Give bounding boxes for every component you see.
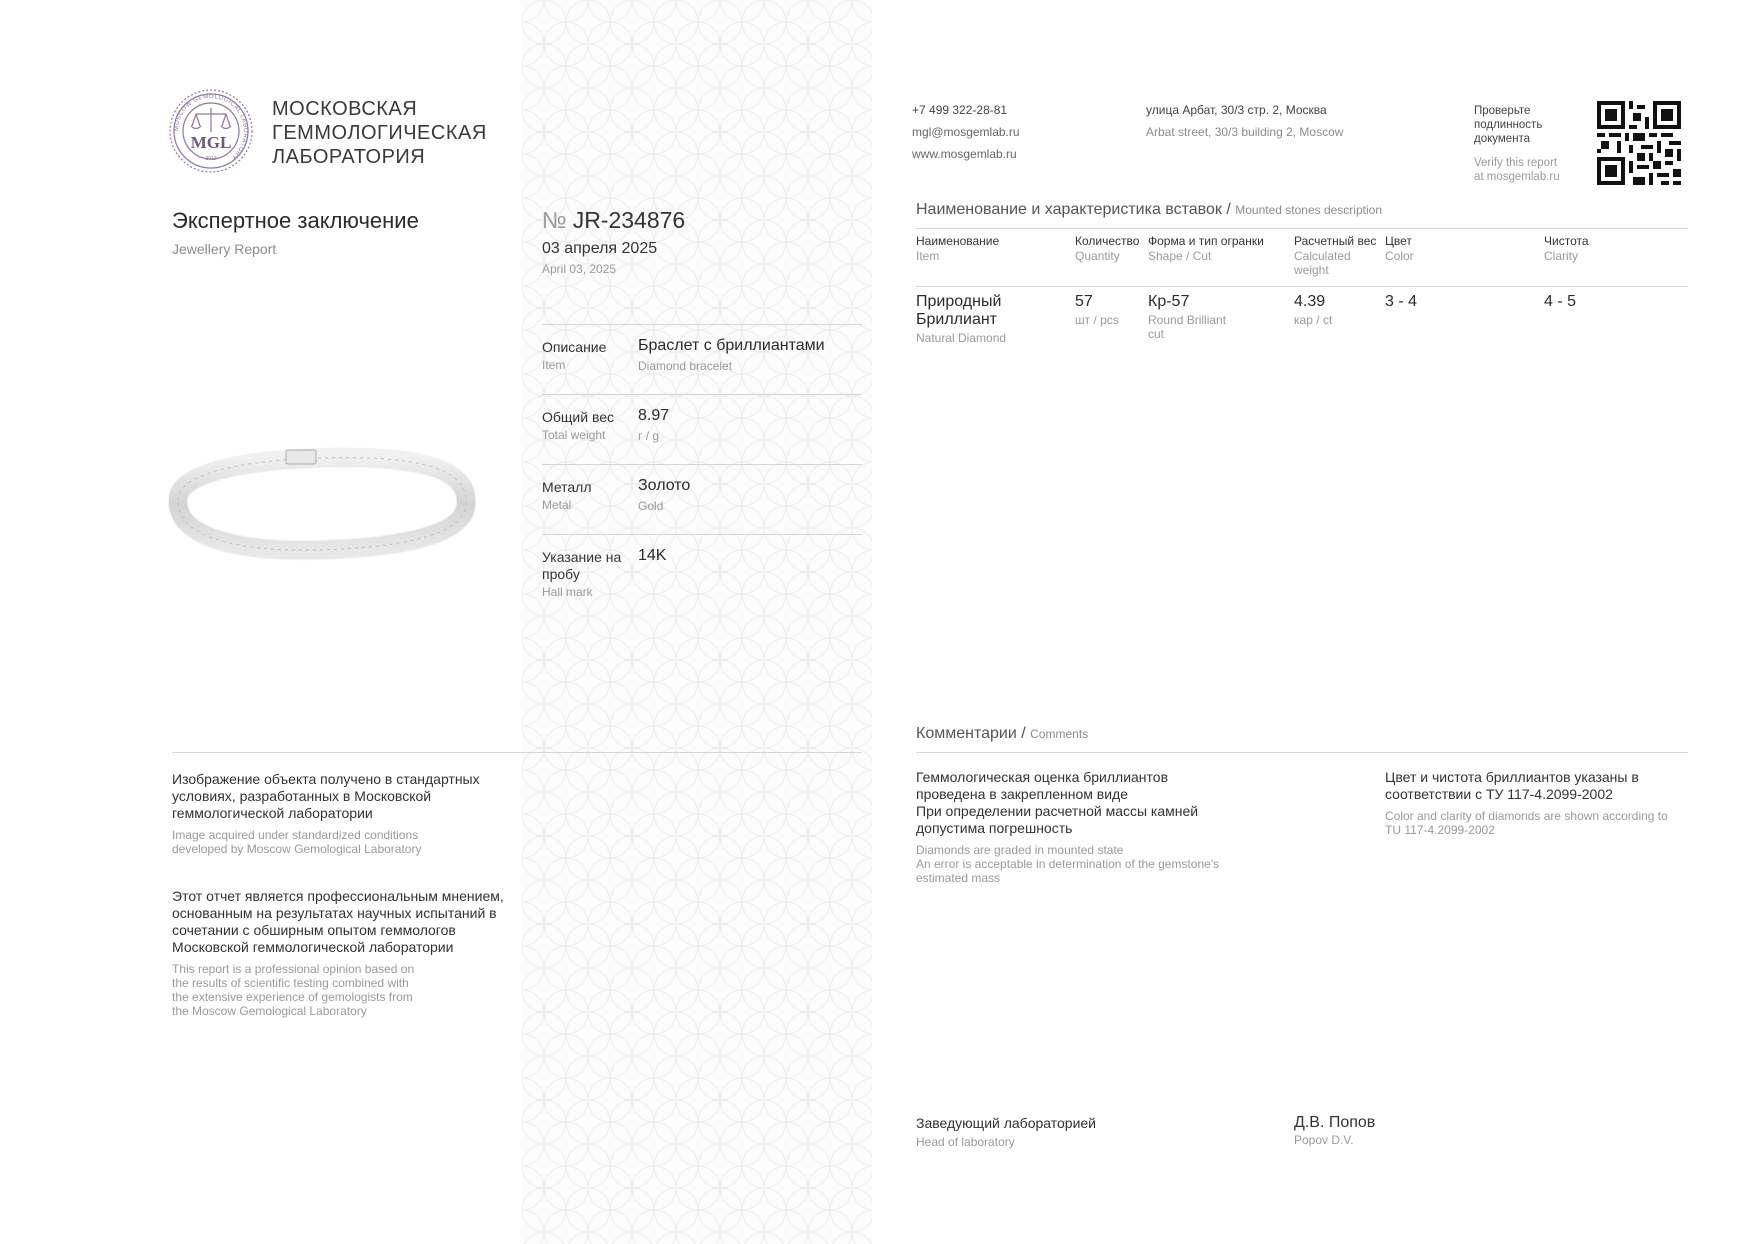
col-header-weight: Расчетный вес Calculated weight [1294,234,1377,277]
detail-row: Указание на пробу Hall mark [542,549,622,599]
divider [172,752,862,753]
col-header-clarity: Чистота Clarity [1544,234,1589,263]
disclaimer: Этот отчет является профессиональным мнением, основанным на результатах научных испытаний в сочетании с обширным опытом геммологов Московской геммологической лаборатории This report is a professional opinion based on the results of scientific testing combined with the extensive experience of gemologists from the Moscow Gemological Laboratory [172,888,504,1018]
report-number: № JR-234876 [542,207,686,233]
image-note: Изображение объекта получено в стандартных условиях, разработанных в Московской геммологической лаборатории Image acquired under standardized conditions developed by Moscow Gemological Laboratory [172,771,480,856]
comments-left: Геммологическая оценка бриллиантов проведена в закрепленном виде При определении расчетной массы камней допустима погрешность Diamonds are graded in mounted state An error is acceptable in determination of the gemstone's estimated mass [916,769,1220,885]
mgl-seal-logo [168,88,254,174]
bracelet-photo [168,440,476,572]
divider [542,394,862,395]
divider [542,534,862,535]
divider [916,228,1688,229]
stone-shape: Кр-57 Round Brilliant cut [1148,293,1227,341]
detail-value: Золото Gold [638,477,691,513]
detail-row: Металл Metal [542,479,592,512]
col-header-name: Наименование Item [916,234,1000,263]
signature-role: Заведующий лабораторией Head of laboratory [916,1115,1096,1149]
svg-text:MGL: MGL [190,133,232,152]
svg-text:MOSCOW GEMOLOGICAL LABORATORY: MOSCOW GEMOLOGICAL LABORATORY [173,93,249,161]
org-name: МОСКОВСКАЯ ГЕММОЛОГИЧЕСКАЯ ЛАБОРАТОРИЯ [272,98,487,168]
report-date: 03 апреля 2025 [542,240,658,257]
svg-text:2012: 2012 [205,156,217,162]
detail-value: 14K [638,547,667,564]
website-link[interactable]: www.mosgemlab.ru [912,147,1017,161]
report-date-en: April 03, 2025 [542,262,617,276]
report-title-en: Jewellery Report [172,241,277,257]
comments-title: Комментарии / Comments [916,725,1089,742]
email-link[interactable]: mgl@mosgemlab.ru [912,125,1020,139]
col-header-qty: Количество Quantity [1075,234,1140,263]
detail-row: Общий вес Total weight [542,409,615,442]
detail-value: Браслет с бриллиантами Diamond bracelet [638,337,825,373]
contacts [912,99,1020,165]
verify-text: Проверьте подлинность документа [1474,105,1543,145]
verify-text-en: Verify this report at mosgemlab.ru [1474,157,1560,183]
stone-clarity: 4 - 5 [1544,293,1577,310]
stone-qty: 57 шт / pcs [1075,293,1119,327]
address: улица Арбат, 30/3 стр. 2, Москва Arbat street, 30/3 building 2, Moscow [1146,103,1344,139]
divider [542,464,862,465]
phone[interactable]: +7 499 322-28-81 [912,103,1008,117]
detail-value: 8.97 г / g [638,407,670,443]
report-title: Экспертное заключение [172,208,419,233]
stones-title: Наименование и характеристика вставок / Mounted stones description [916,201,1382,218]
background-pattern [522,0,872,1244]
divider [916,286,1688,287]
stone-name: Природный Бриллиант Natural Diamond [916,293,1007,345]
qr-code-icon[interactable] [1597,101,1681,185]
col-header-shape: Форма и тип огранки Shape / Cut [1148,234,1264,263]
signature-name: Д.В. Попов Popov D.V. [1294,1114,1376,1147]
divider [542,324,862,325]
comments-right: Цвет и чистота бриллиантов указаны в соответствии с ТУ 117-4.2099-2002 Color and clarity of diamonds are shown according to TU 117-4.2099-2002 [1385,769,1668,837]
detail-row: Описание Item [542,339,607,372]
stone-color: 3 - 4 [1385,293,1418,310]
stone-weight: 4.39 кар / ct [1294,293,1333,327]
divider [916,752,1688,753]
col-header-color: Цвет Color [1385,234,1414,263]
